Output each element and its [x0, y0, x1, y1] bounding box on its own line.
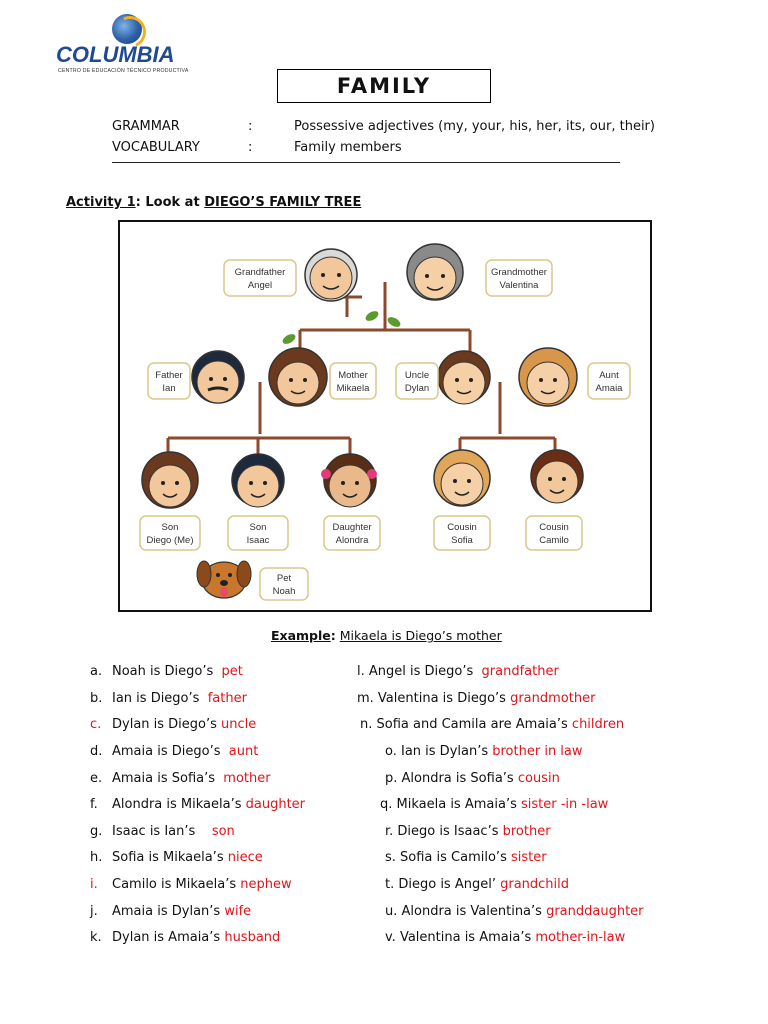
- columbia-logo: [56, 12, 196, 76]
- item-text: t. Diego is Angel’: [385, 877, 496, 892]
- cousin2-name: Camilo: [539, 535, 569, 546]
- item-text: s. Sofia is Camilo’s: [385, 850, 507, 865]
- list-item: [90, 824, 235, 839]
- mother-role: Mother: [338, 370, 368, 381]
- item-answer: cousin: [517, 771, 560, 786]
- item-marker: f.: [90, 797, 98, 812]
- item-answer: niece: [227, 850, 263, 865]
- list-item: [385, 930, 625, 945]
- vocabulary-sep: :: [248, 140, 253, 155]
- father-name: Ian: [162, 383, 176, 394]
- divider-line: [112, 162, 620, 163]
- grammar-sep: :: [248, 119, 253, 134]
- camilo-face-icon: [531, 450, 583, 503]
- list-item: [90, 930, 280, 945]
- sofia-face-icon: [434, 450, 490, 506]
- item-text: Ian is Diego’s: [112, 691, 200, 706]
- item-answer: sister -in -law: [520, 797, 609, 812]
- alondra-face-icon: [321, 454, 377, 507]
- item-marker: d.: [90, 744, 103, 759]
- item-text: v. Valentina is Amaia’s: [385, 930, 532, 945]
- logo-tagline: CENTRO DE EDUCACIÓN TÉCNICO PRODUCTIVA: [58, 68, 189, 74]
- item-marker: e.: [90, 771, 103, 786]
- item-answer: aunt: [228, 744, 259, 759]
- son1-name: Diego (Me): [146, 535, 194, 546]
- item-answer: wife: [224, 904, 252, 919]
- item-answer: sister: [510, 850, 547, 865]
- activity-heading: [66, 195, 361, 210]
- grandfather-name: Angel: [247, 280, 273, 291]
- son1-role: Son: [161, 522, 179, 533]
- example-line: [271, 628, 502, 643]
- grammar-label: GRAMMAR: [112, 119, 180, 134]
- item-text: Dylan is Diego’s: [112, 717, 217, 732]
- list-item: [385, 904, 644, 919]
- item-text: Amaia is Diego’s: [112, 744, 221, 759]
- list-item: [380, 797, 608, 812]
- cousin1-name: Sofia: [451, 535, 473, 546]
- mother-face-icon: [269, 348, 327, 406]
- item-marker: h.: [90, 850, 103, 865]
- list-item: [90, 771, 271, 786]
- list-item: [385, 744, 583, 759]
- family-tree: [118, 220, 652, 612]
- uncle-face-icon: [438, 351, 490, 404]
- item-answer: son: [211, 824, 235, 839]
- item-text: q. Mikaela is Amaia’s: [380, 797, 517, 812]
- dog-face-icon: [197, 561, 251, 598]
- grandmother-face-icon: [407, 244, 463, 300]
- uncle-name: Dylan: [404, 383, 430, 394]
- list-item: [385, 850, 547, 865]
- cousin1-role: Cousin: [447, 522, 477, 533]
- activity-tree-title: DIEGO’S FAMILY TREE: [204, 195, 362, 210]
- list-item: [90, 877, 292, 892]
- vocabulary-label: VOCABULARY: [112, 140, 200, 155]
- daughter-name: Alondra: [335, 535, 369, 546]
- list-item: [90, 904, 251, 919]
- item-text: o. Ian is Dylan’s: [385, 744, 489, 759]
- grandmother-role: Grandmother: [491, 267, 547, 278]
- grammar-value: Possessive adjectives (my, your, his, her, its, our, their): [294, 119, 655, 134]
- item-marker: g.: [90, 824, 103, 839]
- item-answer: granddaughter: [546, 904, 644, 919]
- item-marker: c.: [90, 717, 102, 732]
- list-item: [385, 877, 569, 892]
- page-title: FAMILY: [336, 74, 432, 98]
- example-text: Mikaela is Diego’s mother: [339, 628, 502, 643]
- item-text: r. Diego is Isaac’s: [385, 824, 499, 839]
- item-answer: pet: [221, 664, 243, 679]
- grandmother-name: Valentina: [499, 280, 539, 291]
- cousin2-role: Cousin: [539, 522, 569, 533]
- item-text: Isaac is Ian’s: [112, 824, 196, 839]
- item-text: p. Alondra is Sofia’s: [385, 771, 514, 786]
- activity-number: Activity 1: [66, 195, 136, 210]
- example-colon: :: [330, 628, 336, 643]
- list-item: [357, 664, 559, 679]
- aunt-name: Amaia: [595, 383, 623, 394]
- item-text: Amaia is Dylan’s: [112, 904, 221, 919]
- item-text: m. Valentina is Diego’s: [357, 691, 506, 706]
- list-item: [90, 691, 247, 706]
- diego-face-icon: [142, 452, 198, 508]
- item-marker: a.: [90, 664, 103, 679]
- item-answer: grandmother: [510, 691, 596, 706]
- son2-role: Son: [249, 522, 267, 533]
- list-item: [385, 771, 560, 786]
- grandfather-role: Grandfather: [234, 267, 286, 278]
- item-text: l. Angel is Diego’s: [357, 664, 474, 679]
- item-marker: i.: [90, 877, 98, 892]
- aunt-face-icon: [519, 348, 577, 406]
- list-item: [90, 797, 305, 812]
- item-text: Camilo is Mikaela’s: [112, 877, 237, 892]
- title-box: [277, 69, 491, 103]
- isaac-face-icon: [232, 454, 284, 507]
- item-text: Sofia is Mikaela’s: [112, 850, 224, 865]
- uncle-role: Uncle: [404, 370, 430, 381]
- item-text: u. Alondra is Valentina’s: [385, 904, 542, 919]
- item-answer: grandchild: [500, 877, 570, 892]
- activity-instruction: : Look at: [135, 195, 205, 210]
- list-item: [90, 664, 243, 679]
- item-marker: j.: [90, 904, 98, 919]
- item-text: Amaia is Sofia’s: [112, 771, 216, 786]
- item-answer: nephew: [240, 877, 292, 892]
- item-text: Dylan is Amaia’s: [112, 930, 221, 945]
- item-text: n. Sofia and Camila are Amaia’s: [360, 717, 568, 732]
- item-answer: uncle: [221, 717, 257, 732]
- item-answer: brother: [502, 824, 551, 839]
- family-tree-graphic: [120, 222, 650, 610]
- item-text: Noah is Diego’s: [112, 664, 214, 679]
- item-marker: b.: [90, 691, 103, 706]
- item-answer: father: [207, 691, 247, 706]
- pet-role: Pet: [276, 573, 292, 584]
- vocabulary-value: Family members: [294, 140, 402, 155]
- list-item: [360, 717, 624, 732]
- item-answer: children: [571, 717, 625, 732]
- aunt-role: Aunt: [599, 370, 619, 381]
- father-role: Father: [155, 370, 183, 381]
- son2-name: Isaac: [246, 535, 270, 546]
- list-item: [90, 850, 263, 865]
- item-answer: mother-in-law: [535, 930, 626, 945]
- item-answer: daughter: [245, 797, 306, 812]
- list-item: [385, 824, 551, 839]
- father-face-icon: [192, 351, 244, 403]
- item-answer: brother in law: [492, 744, 583, 759]
- pet-name: Noah: [272, 586, 296, 597]
- example-label: Example: [271, 628, 331, 643]
- item-answer: grandfather: [481, 664, 559, 679]
- list-item: [357, 691, 595, 706]
- logo-wordmark: COLUMBIA: [56, 42, 175, 67]
- item-answer: mother: [223, 771, 271, 786]
- item-marker: k.: [90, 930, 102, 945]
- list-item: [90, 744, 258, 759]
- list-item: [90, 717, 256, 732]
- item-answer: husband: [224, 930, 281, 945]
- item-text: Alondra is Mikaela’s: [112, 797, 242, 812]
- grandfather-face-icon: [305, 249, 357, 301]
- daughter-role: Daughter: [332, 522, 372, 533]
- mother-name: Mikaela: [336, 383, 370, 394]
